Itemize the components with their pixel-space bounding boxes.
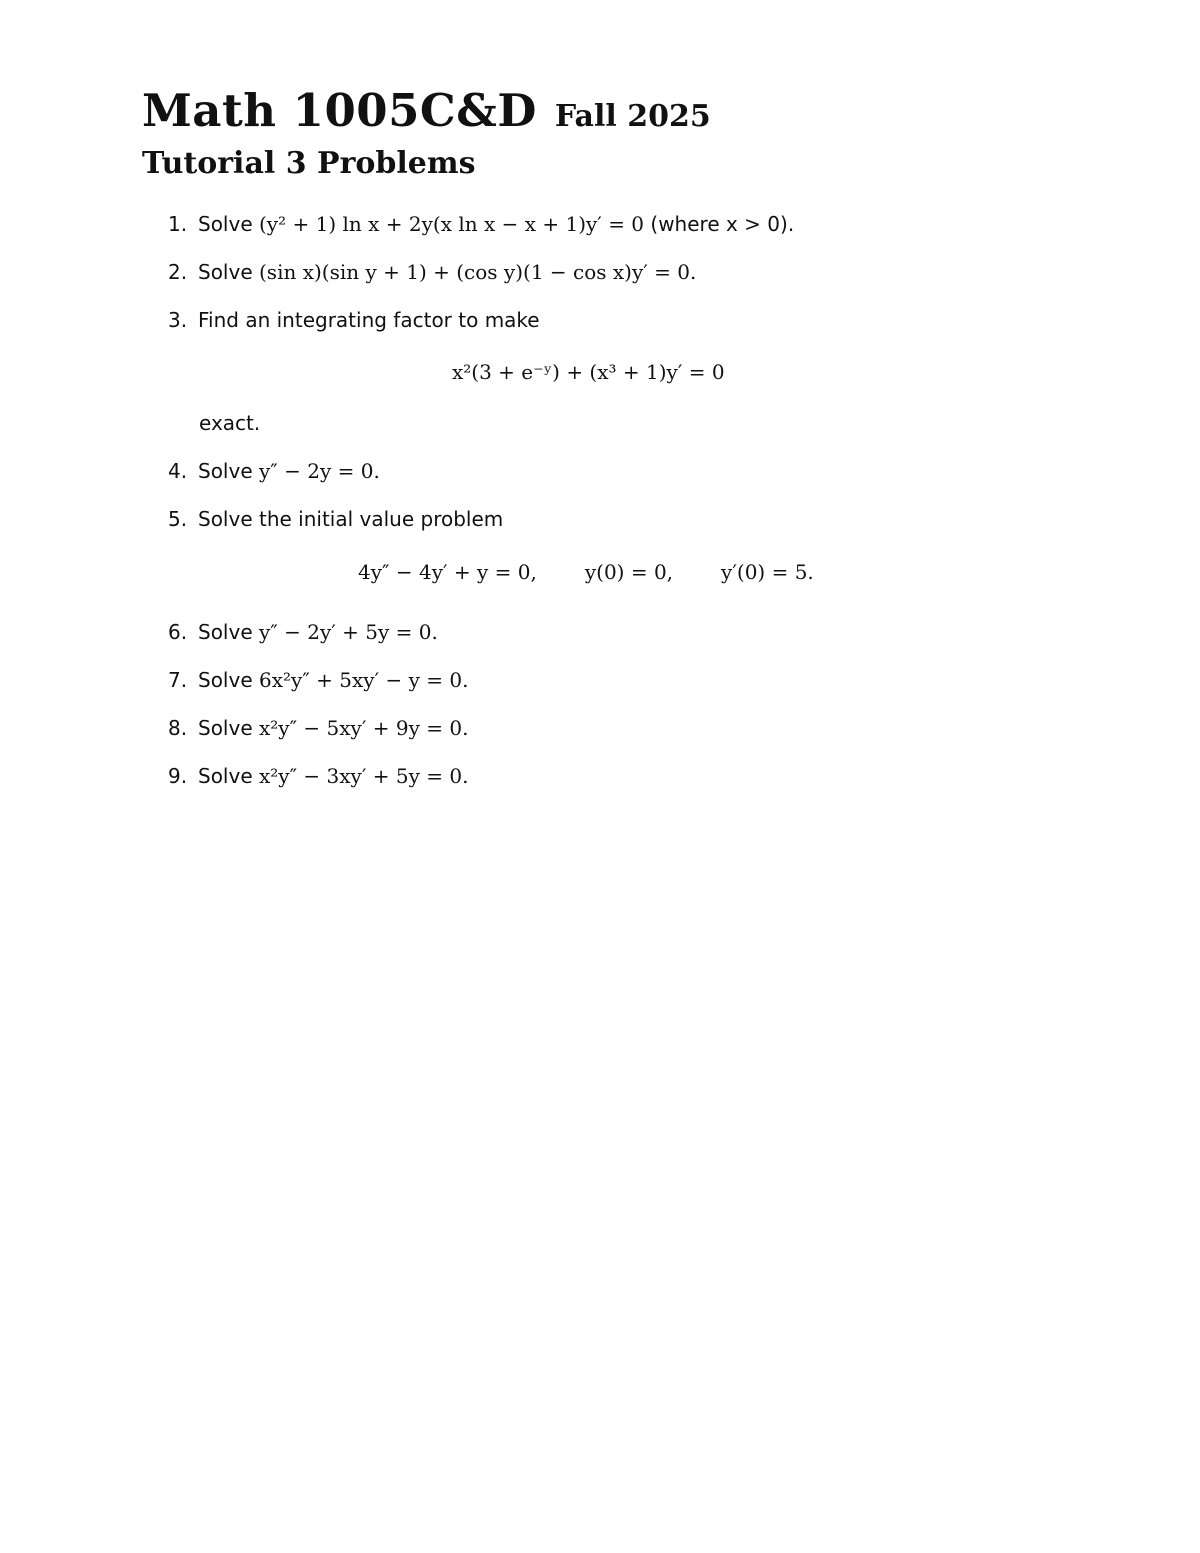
problem-lead: Solve the initial value problem	[198, 507, 504, 531]
problem-lead: Find an integrating factor to make	[198, 308, 540, 332]
problem-equation: y″ − 2y = 0.	[259, 459, 380, 483]
problem-condition: (where x > 0).	[650, 212, 795, 236]
problem-item-3	[168, 308, 540, 332]
term-label: Fall 2025	[554, 99, 711, 134]
problem-item-4	[168, 459, 380, 483]
problem-number: 3.	[168, 308, 188, 332]
problem-item-7	[168, 668, 468, 692]
problem-equation: x²y″ − 5xy′ + 9y = 0.	[259, 716, 469, 740]
ode-equation: 4y″ − 4y′ + y = 0,	[358, 560, 537, 584]
problem-number: 8.	[168, 716, 188, 740]
initial-condition-y: y(0) = 0,	[584, 560, 674, 584]
problem-equation: 6x²y″ + 5xy′ − y = 0.	[259, 668, 469, 692]
problem-equation: (sin x)(sin y + 1) + (cos y)(1 − cos x)y′ = 0.	[259, 260, 697, 284]
document-subtitle: Tutorial 3 Problems	[142, 146, 476, 181]
problem-equation: (y² + 1) ln x + 2y(x ln x − x + 1)y′ = 0	[259, 212, 645, 236]
problem-lead: Solve	[198, 716, 253, 740]
problem-3-display-equation: x²(3 + e⁻ʸ) + (x³ + 1)y′ = 0	[452, 360, 725, 384]
problem-number: 2.	[168, 260, 188, 284]
problem-item-8	[168, 716, 468, 740]
problem-number: 6.	[168, 620, 188, 644]
problem-equation: x²y″ − 3xy′ + 5y = 0.	[259, 764, 469, 788]
problem-number: 9.	[168, 764, 188, 788]
problem-number: 5.	[168, 507, 188, 531]
problem-5-display-equation	[358, 560, 814, 584]
problem-3-continuation: exact.	[199, 411, 261, 435]
course-title: Math 1005C&D	[142, 84, 537, 137]
problem-item-9	[168, 764, 468, 788]
initial-condition-yprime: y′(0) = 5.	[721, 560, 814, 584]
problem-lead: Solve	[198, 668, 253, 692]
problem-item-1	[168, 212, 794, 236]
problem-number: 1.	[168, 212, 188, 236]
problem-number: 4.	[168, 459, 188, 483]
problem-lead: Solve	[198, 212, 253, 236]
problem-number: 7.	[168, 668, 188, 692]
problem-lead: Solve	[198, 764, 253, 788]
problem-item-5	[168, 507, 503, 531]
problem-lead: Solve	[198, 459, 253, 483]
problem-item-2	[168, 260, 696, 284]
problem-equation: y″ − 2y′ + 5y = 0.	[259, 620, 438, 644]
problem-item-6	[168, 620, 438, 644]
document-title	[142, 84, 711, 137]
problem-lead: Solve	[198, 620, 253, 644]
problem-lead: Solve	[198, 260, 253, 284]
